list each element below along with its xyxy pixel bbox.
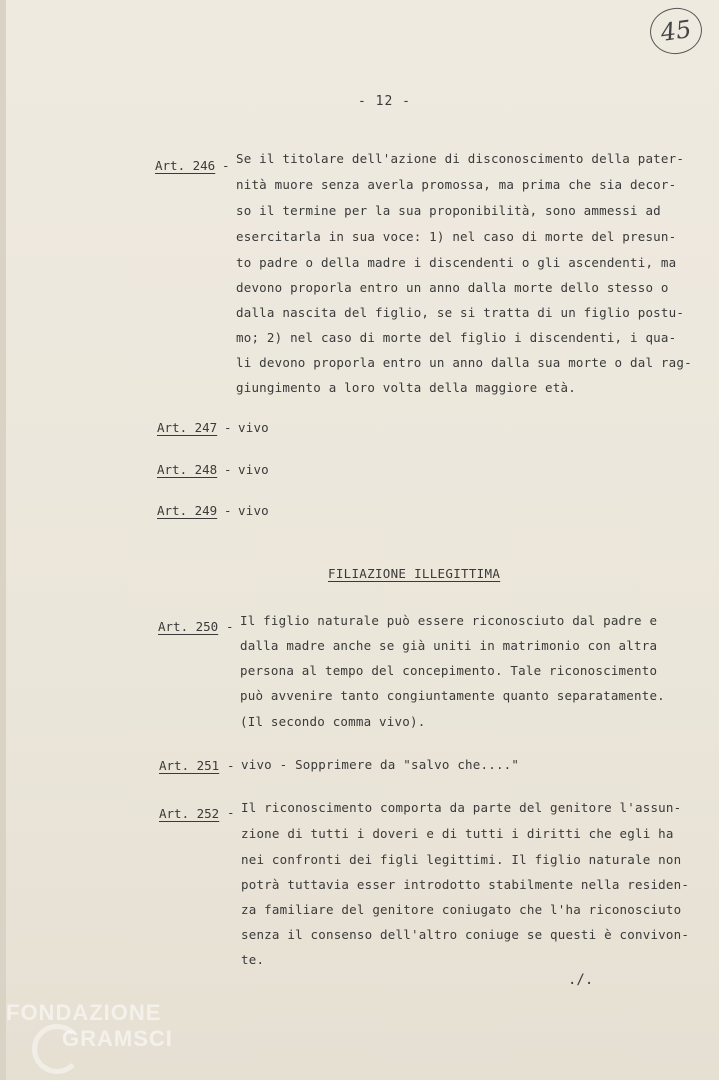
article-text-line: persona al tempo del concepimento. Tale riconoscimento [240,663,658,678]
article-dash: - [224,420,232,435]
article-text-line: nei confronti dei figli legittimi. Il figlio naturale non [241,852,682,867]
article-text-line: (Il secondo comma vivo). [240,714,426,729]
article-label: Art. 247 [157,420,218,435]
article-text-line: vivo - Sopprimere da "salvo che...." [241,757,520,772]
end-mark: ./. [568,972,594,988]
article-text-line: potrà tuttavia esser introdotto stabilmente nella residen- [241,877,690,892]
article-text-line: zione di tutti i doveri e di tutti i diritti che egli ha [241,826,674,841]
page-edge [0,0,6,1080]
article-text-line: dalla nascita del figlio, se si tratta di un figlio postu- [236,305,685,320]
article-label: Art. 250 [158,619,219,634]
article-dash: - [227,758,235,773]
article-dash: - [227,805,235,820]
article-text-line: senza il consenso dell'altro coniuge se questi è convivon- [241,927,690,942]
article-dash: - [224,462,232,477]
article-text-line: te. [241,952,265,967]
article-text-line: Se il titolare dell'azione di disconoscimento della pater- [236,151,685,166]
article-dash: - [226,619,234,634]
article-text-line: Il riconoscimento comporta da parte del genitore l'assun- [241,800,682,815]
article-text-line: Il figlio naturale può essere riconosciuto dal padre e [240,613,658,628]
article-text-line: devono proporla entro un anno dalla morte dello stesso o [236,280,669,295]
article-text-line: dalla madre anche se già uniti in matrimonio con altra [240,638,658,653]
watermark-g-icon [32,1024,82,1074]
handwritten-page-annotation: 45 [647,5,705,58]
article-dash: - [224,503,232,518]
article-text-line: vivo [238,503,269,518]
section-heading: FILIAZIONE ILLEGITTIMA [328,566,501,581]
article-text-line: vivo [238,462,269,477]
fondazione-gramsci-watermark [6,1000,196,1080]
article-label: Art. 252 [159,806,220,821]
watermark-line-1: FONDAZIONE [6,1000,162,1025]
page-number: - 12 - [358,94,411,109]
article-text-line: nità muore senza averla promossa, ma prima che sia decor- [236,177,677,192]
article-text-line: li devono proporla entro un anno dalla sua morte o dal rag- [236,355,692,370]
article-text-line: giungimento a loro volta della maggiore età. [236,380,576,395]
article-text-line: to padre o della madre i discendenti o gli ascendenti, ma [236,255,677,270]
watermark-line-2: GRAMSCI [62,1026,173,1051]
article-text-line: esercitarla in sua voce: 1) nel caso di morte del presun- [236,229,677,244]
article-text-line: vivo [238,420,269,435]
article-dash: - [222,158,230,173]
article-label: Art. 251 [159,758,220,773]
article-text-line: so il termine per la sua proponibilità, sono ammessi ad [236,203,661,218]
article-label: Art. 249 [157,503,218,518]
article-label: Art. 246 [155,158,216,173]
article-text-line: za familiare del genitore coniugato che l'ha riconosciuto [241,902,682,917]
article-text-line: mo; 2) nel caso di morte del figlio i discendenti, i qua- [236,330,677,345]
article-text-line: può avvenire tanto congiuntamente quanto separatamente. [240,688,665,703]
article-label: Art. 248 [157,462,218,477]
